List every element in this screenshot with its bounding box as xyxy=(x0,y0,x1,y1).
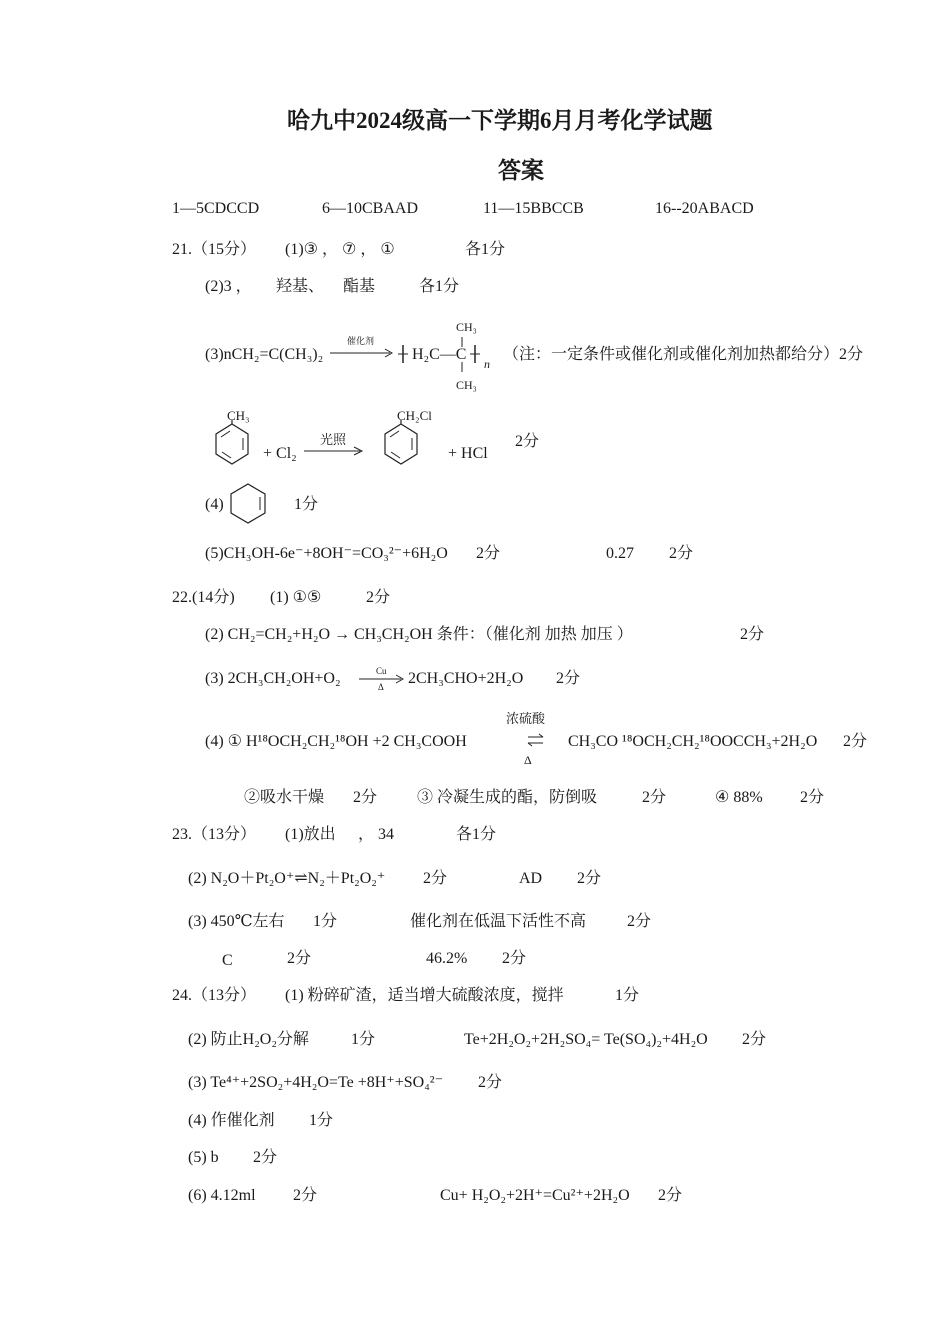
mc-answers-16-20: 16--20ABACD xyxy=(655,200,754,217)
q23-heading: 23.（13分） xyxy=(172,826,257,843)
q22-part3-heat: Δ xyxy=(378,682,384,692)
toluene-score: 2分 xyxy=(515,433,540,450)
q24-part1-score: 1分 xyxy=(615,987,640,1004)
q21-part3-ch3-top: CH₃ xyxy=(456,320,477,334)
q23-part3-choice-score: 2分 xyxy=(287,950,312,967)
q23-part2-score: 2分 xyxy=(423,870,448,887)
q23-part1-score: 各1分 xyxy=(456,826,497,843)
q23-part1-value: ， 34 xyxy=(358,826,395,843)
q22-part4-score: 2分 xyxy=(843,733,868,750)
q21-part3-n: n xyxy=(484,357,490,371)
q21-part1-score: 各1分 xyxy=(465,241,506,258)
q24-part1: (1) 粉碎矿渣，适当增大硫酸浓度，搅拌 xyxy=(285,987,564,1004)
benzene-ring-icon xyxy=(212,420,252,472)
q24-part2: (2) 防止H₂O₂分解 xyxy=(188,1031,309,1048)
q21-part4-label: (4) xyxy=(205,496,224,513)
page-title: 哈九中2024级高一下学期6月月考化学试题 xyxy=(287,108,713,133)
q21-part1: (1)③ ， ⑦ ， ① xyxy=(285,241,395,258)
q21-part3-reactant: (3)nCH₂=C(CH₃)₂ xyxy=(205,346,324,363)
q21-part3-ch3-bottom: CH₃ xyxy=(456,378,477,392)
q22-part1: (1) ①⑤ xyxy=(270,589,322,606)
q24-part5-score: 2分 xyxy=(253,1149,278,1166)
q23-part3-reason: 催化剂在低温下活性不高 xyxy=(410,913,587,930)
q21-part3-chain: H₂C—C xyxy=(412,346,467,363)
q23-part3-percent-score: 2分 xyxy=(502,950,527,967)
reaction-arrow-icon xyxy=(304,445,366,457)
q24-part3-equation: (3) Te⁴⁺+2SO₂+4H₂O=Te +8H⁺+SO₄²⁻ xyxy=(188,1074,444,1091)
q22-part4-condition: 浓硫酸 xyxy=(506,712,546,727)
q22-part2-score: 2分 xyxy=(740,626,765,643)
q21-part3-note: （注：一定条件或催化剂或催化剂加热都给分）2分 xyxy=(503,346,864,363)
q22-part4-products: CH₃CO ¹⁸OCH₂CH₂¹⁸OOCCH₃+2H₂O xyxy=(568,733,818,750)
q22-part4-2: ②吸水干燥 xyxy=(244,789,325,806)
benzene-ring-icon xyxy=(381,420,421,472)
q22-part3-products: 2CH₃CHO+2H₂O xyxy=(408,670,524,687)
q24-part6-equation-score: 2分 xyxy=(658,1187,683,1204)
q24-part6-equation: Cu+ H₂O₂+2H⁺=Cu²⁺+2H₂O xyxy=(440,1187,630,1204)
toluene-ch3-label: CH₃ xyxy=(227,408,250,423)
q24-part3-score: 2分 xyxy=(478,1074,503,1091)
q23-part3: (3) 450℃左右 xyxy=(188,913,285,930)
q22-part4-4: ④ 88% xyxy=(715,789,763,806)
q22-part4-3-score: 2分 xyxy=(642,789,667,806)
page-subtitle: 答案 xyxy=(498,158,544,183)
q22-part3-catalyst: Cu xyxy=(376,666,387,676)
q22-part4-heat: Δ xyxy=(524,753,532,767)
q21-part2-c: 酯基 xyxy=(343,278,376,295)
reversible-arrow-icon xyxy=(526,733,546,747)
q24-part4-score: 1分 xyxy=(309,1112,334,1129)
mc-answers-11-15: 11—15BBCCB xyxy=(483,200,584,217)
q24-part2-equation: Te+2H₂O₂+2H₂SO₄= Te(SO₄)₂+4H₂O xyxy=(464,1031,708,1048)
q24-part4: (4) 作催化剂 xyxy=(188,1112,275,1129)
hcl-product: + HCl xyxy=(448,445,488,462)
q23-part2-equation: (2) N₂O＋Pt₂O⁺⇌N₂＋Pt₂O₂⁺ xyxy=(188,870,386,887)
q22-part4-4-score: 2分 xyxy=(800,789,825,806)
q24-part2-equation-score: 2分 xyxy=(742,1031,767,1048)
q23-part3-choice: C xyxy=(222,952,233,969)
q24-heading: 24.（13分） xyxy=(172,987,257,1004)
q21-part4-score: 1分 xyxy=(294,496,319,513)
q22-part4-3: ③ 冷凝生成的酯，防倒吸 xyxy=(417,789,598,806)
q21-part5-value: 0.27 xyxy=(606,545,634,562)
q21-heading: 21.（15分） xyxy=(172,241,257,258)
q23-part1: (1)放出 xyxy=(285,826,336,843)
q22-heading: 22.(14分) xyxy=(172,589,235,606)
q24-part5: (5) b xyxy=(188,1149,219,1166)
q22-part1-score: 2分 xyxy=(366,589,391,606)
cyclohexene-ring-icon xyxy=(226,481,270,525)
q21-part3-condition: 催化剂 xyxy=(347,336,375,346)
mc-answers-6-10: 6—10CBAAD xyxy=(322,200,419,217)
q21-part5-value-score: 2分 xyxy=(669,545,694,562)
q22-part4-2-score: 2分 xyxy=(353,789,378,806)
q21-part5-score: 2分 xyxy=(476,545,501,562)
q21-part2-b: 羟基、 xyxy=(276,278,325,295)
benzyl-chloride-label: CH₂Cl xyxy=(397,408,432,423)
q22-part4-reactants: (4) ① H¹⁸OCH₂CH₂¹⁸OH +2 CH₃COOH xyxy=(205,733,467,750)
q24-part2-score: 1分 xyxy=(351,1031,376,1048)
toluene-plus-cl2: + Cl₂ xyxy=(263,445,297,462)
q24-part6-score: 2分 xyxy=(293,1187,318,1204)
reaction-arrow-icon xyxy=(330,345,398,359)
q23-part3-score: 1分 xyxy=(313,913,338,930)
q23-part3-reason-score: 2分 xyxy=(627,913,652,930)
q22-part3-reactants: (3) 2CH₃CH₂OH+O₂ xyxy=(205,670,341,687)
q23-part2-answer: AD xyxy=(519,870,543,887)
q23-part2-answer-score: 2分 xyxy=(577,870,602,887)
q24-part6: (6) 4.12ml xyxy=(188,1187,256,1204)
q23-part3-percent: 46.2% xyxy=(426,950,468,967)
light-condition-label: 光照 xyxy=(320,432,347,447)
q21-part2-score: 各1分 xyxy=(419,278,460,295)
mc-answers-1-5: 1—5CDCCD xyxy=(172,200,260,217)
q21-part5-equation: (5)CH₃OH-6e⁻+8OH⁻=CO₃²⁻+6H₂O xyxy=(205,545,448,562)
q22-part2: (2) CH₂=CH₂+H₂O → CH₃CH₂OH 条件：（催化剂 加热 加压 ） xyxy=(205,626,633,643)
q21-part2-a: (2)3 ， xyxy=(205,278,252,295)
q22-part3-score: 2分 xyxy=(556,670,581,687)
